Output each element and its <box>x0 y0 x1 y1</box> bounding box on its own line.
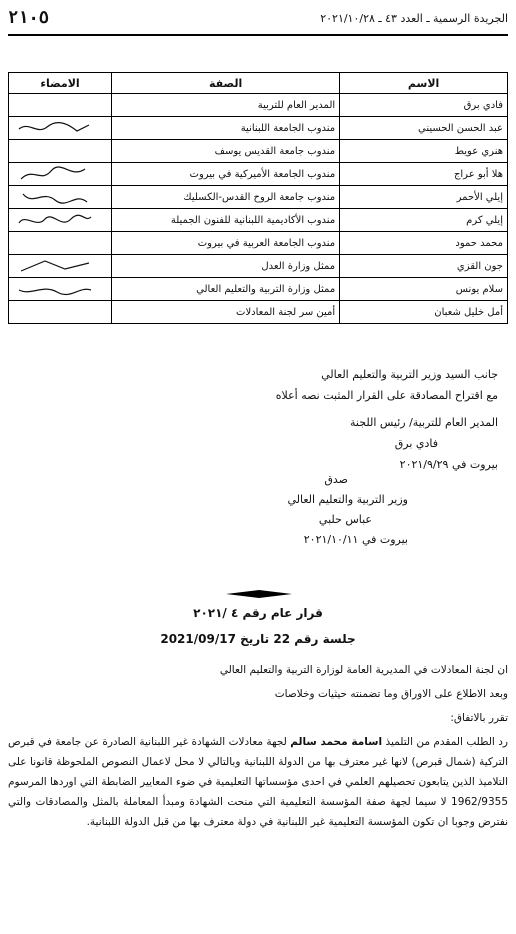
decision-title: قرار عام رقم ٤ /٢٠٢١ <box>193 606 323 620</box>
member-role: مندوب الأكاديمية اللبنانية للفنون الجميلة <box>112 209 340 232</box>
table-row <box>9 209 508 232</box>
member-role: ممثل وزارة العدل <box>112 255 340 278</box>
member-role: المدير العام للتربية <box>112 94 340 117</box>
signer-title: المدير العام للتربية/ رئيس اللجنة <box>350 416 498 429</box>
decision-para-4-start: رد الطلب المقدم من التلميذ <box>382 736 508 748</box>
header-rule <box>8 34 508 36</box>
gazette-title: الجريدة الرسمية ـ العدد ٤٣ ـ ٢٠٢١/١٠/٢٨ <box>320 12 508 25</box>
member-role: مندوب جامعة القديس يوسف <box>112 140 340 163</box>
signature-cell <box>9 140 112 163</box>
member-name: إيلي كرم <box>340 209 508 232</box>
handwritten-signature <box>15 211 95 229</box>
member-name: أمل خليل شعبان <box>340 301 508 324</box>
column-header-role: الصفة <box>112 73 340 94</box>
signature-cell <box>9 301 112 324</box>
page-number: ٢١٠٥ <box>8 8 49 28</box>
member-name: جون القزي <box>340 255 508 278</box>
submission-date: بيروت في ٢٠٢١/٩/٢٩ <box>399 458 498 471</box>
decision-para-4 <box>8 732 508 832</box>
signature-cell <box>9 163 112 186</box>
addressee: جانب السيد وزير التربية والتعليم العالي <box>321 368 498 381</box>
member-role: أمين سر لجنة المعادلات <box>112 301 340 324</box>
certification-block <box>108 470 408 550</box>
signature-cell <box>9 94 112 117</box>
column-header-name: الاسم <box>340 73 508 94</box>
table-row <box>9 232 508 255</box>
handwritten-signature <box>15 257 95 275</box>
member-name: محمد حمود <box>340 232 508 255</box>
handwritten-signature <box>15 165 95 183</box>
member-name: سلام يونس <box>340 278 508 301</box>
submission-block <box>276 364 498 475</box>
table-row <box>9 163 508 186</box>
signer-name: فادي برق <box>394 437 438 450</box>
signature-cell <box>9 117 112 140</box>
table-row <box>9 278 508 301</box>
member-name: هنري عويط <box>340 140 508 163</box>
table-row <box>9 140 508 163</box>
decision-para-4-rest: لجهة معادلات الشهادة غير اللبنانية الصادرة عن جامعة في قبرص التركية (شمال قبرص) لانها غير معترف بها من الدولة اللبنانية وبالتالي لا محل لاعمال النصوص الملحوظة قانونا على التلاميذ الذين يتابعون تحصيلهم العلمي في احدى مؤسساتها التعليمية في ضوء المعايير الضابطة التي اوردها المرسوم 1962/9355 لا سيما لجهة صفة المؤسسة التعليمية التي منحت الشهادة ومبدأ المعاملة بالمثل والمصادقات والتي نفترض وجوبا ان تكون المؤسسة التعليمية غير اللبنانية في دولة معترف بها من قبل الدولة اللبنانية. <box>8 736 508 828</box>
signature-cell <box>9 186 112 209</box>
certification-date: بيروت في ٢٠٢١/١٠/١١ <box>303 533 408 546</box>
member-role: مندوب جامعة الروح القدس-الكسليك <box>112 186 340 209</box>
table-row <box>9 301 508 324</box>
student-name: اسامة محمد سالم <box>290 736 383 748</box>
member-role: مندوب الجامعة العربية في بيروت <box>112 232 340 255</box>
handwritten-signature <box>15 119 95 137</box>
decision-para-2: وبعد الاطلاع على الاوراق وما تضمنته حيثيات وخلاصات <box>274 688 508 700</box>
member-name: هلا أبو عراج <box>340 163 508 186</box>
decision-para-3: تقرر بالاتفاق: <box>450 712 508 724</box>
table-row <box>9 94 508 117</box>
member-name: عبد الحسن الحسيني <box>340 117 508 140</box>
minister-name: عباس حلبي <box>318 513 372 526</box>
section-divider <box>226 590 292 598</box>
table-body <box>9 94 508 324</box>
table-row <box>9 117 508 140</box>
decision-session: جلسة رقم 22 تاريخ 2021/09/17 <box>160 632 356 646</box>
signature-table <box>8 72 508 324</box>
table-row <box>9 255 508 278</box>
member-role: ممثل وزارة التربية والتعليم العالي <box>112 278 340 301</box>
decision-para-1: ان لجنة المعادلات في المديرية العامة لوزارة التربية والتعليم العالي <box>219 664 508 676</box>
handwritten-signature <box>15 280 95 298</box>
approved-label: صدق <box>324 473 348 486</box>
signature-cell <box>9 232 112 255</box>
member-role: مندوب الجامعة اللبنانية <box>112 117 340 140</box>
member-name: إيلي الأحمر <box>340 186 508 209</box>
page-header <box>8 8 508 34</box>
table-row <box>9 186 508 209</box>
table-header-row <box>9 73 508 94</box>
signature-cell <box>9 278 112 301</box>
handwritten-signature <box>15 188 95 206</box>
member-name: فادي برق <box>340 94 508 117</box>
minister-title: وزير التربية والتعليم العالي <box>287 493 408 506</box>
proposal-text: مع اقتراح المصادقة على القرار المثبت نصه أعلاه <box>275 389 498 402</box>
column-header-signature: الامضاء <box>9 73 112 94</box>
member-role: مندوب الجامعة الأميركية في بيروت <box>112 163 340 186</box>
signature-cell <box>9 255 112 278</box>
signature-cell <box>9 209 112 232</box>
